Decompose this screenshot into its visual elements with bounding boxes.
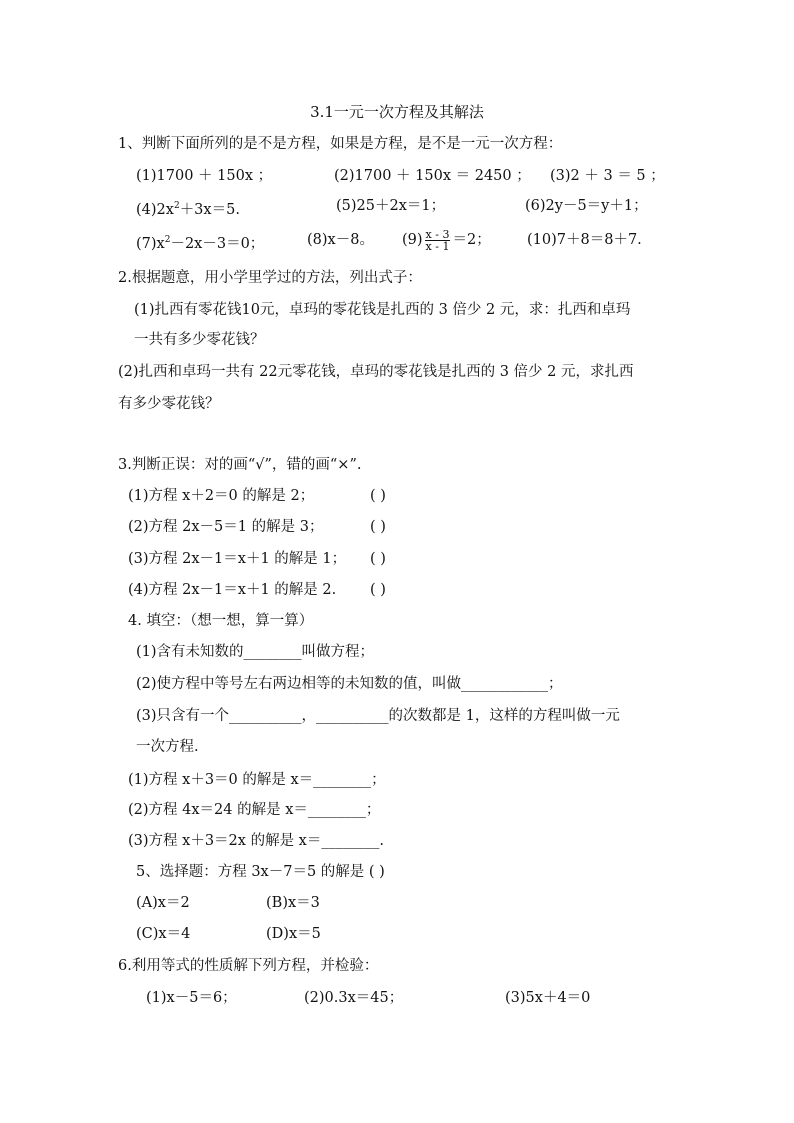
q2-part1-line1: (1)扎西有零花钱10元，卓玛的零花钱是扎西的 3 倍少 2 元，求：扎西和卓玛 bbox=[134, 302, 631, 318]
q1-item-7: $(7)x^2-2x-3=0$； bbox=[136, 235, 265, 252]
q3-stem: 3.判断正误：对的画“√”，错的画“×”. bbox=[118, 457, 362, 473]
q1-item-6: (6)2y－5＝y＋1； bbox=[525, 198, 648, 214]
q3-answer-paren-3[interactable]: ( ) bbox=[370, 551, 386, 567]
q6-item-1: (1)x－5＝6； bbox=[146, 990, 237, 1006]
q4-stem: 4. 填空：（想一想，算一算） bbox=[128, 613, 314, 629]
q2-part1-line2: 一共有多少零花钱？ bbox=[134, 332, 265, 348]
q4-solve-1: (1)方程 x＋3＝0 的解是 x＝________； bbox=[128, 772, 386, 788]
q6-item-3: (3)5x＋4＝0 bbox=[505, 990, 591, 1006]
q1-item-1: (1)1700 ＋ 150x ； bbox=[136, 168, 273, 184]
q5-stem: 5、选择题：方程 3x－7＝5 的解是 ( ) bbox=[136, 864, 385, 880]
q3-item-1: (1)方程 x＋2＝0 的解是 2； bbox=[128, 488, 315, 504]
q1-item-4: $(4)2x^2+3x=5$. bbox=[136, 201, 240, 218]
q5-option-a[interactable]: (A)x＝2 bbox=[136, 895, 190, 911]
q6-item-2: (2)0.3x＝45； bbox=[304, 990, 404, 1006]
q5-option-c[interactable]: (C)x＝4 bbox=[136, 926, 191, 942]
q4-fill-2: (2)使方程中等号左右两边相等的未知数的值，叫做____________； bbox=[136, 676, 563, 692]
q1-stem: 1、判断下面所列的是不是方程，如果是方程，是不是一元一次方程： bbox=[118, 136, 563, 152]
q1-item-10: (10)7＋8＝8＋7. bbox=[527, 232, 642, 248]
q4-solve-3: (3)方程 x＋3＝2x 的解是 x＝________. bbox=[128, 833, 384, 849]
q3-answer-paren-2[interactable]: ( ) bbox=[370, 519, 386, 535]
q4-fill-3-line1: (3)只含有一个__________，__________的次数都是 1，这样的方程叫做一元 bbox=[136, 708, 620, 724]
q1-item-3: (3)2 ＋ 3 ＝ 5 ； bbox=[550, 168, 665, 184]
q3-answer-paren-4[interactable]: ( ) bbox=[370, 582, 386, 598]
q5-option-d[interactable]: (D)x＝5 bbox=[266, 926, 321, 942]
q2-stem: 2.根据题意，用小学里学过的方法，列出式子： bbox=[118, 270, 422, 286]
q3-item-3: (3)方程 2x－1＝x＋1 的解是 1； bbox=[128, 551, 347, 567]
q4-solve-2: (2)方程 4x＝24 的解是 x＝________； bbox=[128, 802, 381, 818]
q3-answer-paren-1[interactable]: ( ) bbox=[370, 488, 386, 504]
q3-item-2: (2)方程 2x－5＝1 的解是 3； bbox=[128, 519, 324, 535]
q3-item-4: (4)方程 2x－1＝x＋1 的解是 2. bbox=[128, 582, 337, 598]
q4-fill-3-line2: 一次方程. bbox=[136, 739, 199, 755]
fraction: $\frac{x - 3}{x - 1}$ bbox=[425, 227, 450, 253]
page-title: 3.1一元一次方程及其解法 bbox=[310, 103, 484, 121]
q1-item-8: (8)x－8。 bbox=[307, 232, 374, 248]
q2-part2-line1: (2)扎西和卓玛一共有 22元零花钱，卓玛的零花钱是扎西的 3 倍少 2 元，求扎西 bbox=[118, 364, 634, 380]
q6-stem: 6.利用等式的性质解下列方程，并检验： bbox=[118, 958, 379, 974]
q1-item-5: (5)25＋2x＝1； bbox=[336, 198, 446, 214]
q1-item-2: (2)1700 ＋ 150x ＝ 2450 ； bbox=[334, 168, 531, 184]
q4-fill-1: (1)含有未知数的________叫做方程； bbox=[136, 644, 375, 660]
q5-option-b[interactable]: (B)x＝3 bbox=[266, 895, 320, 911]
q2-part2-line2: 有多少零花钱？ bbox=[118, 396, 220, 412]
q1-item-9: (9) $\frac{x - 3}{x - 1}$ ＝2； bbox=[402, 227, 491, 253]
